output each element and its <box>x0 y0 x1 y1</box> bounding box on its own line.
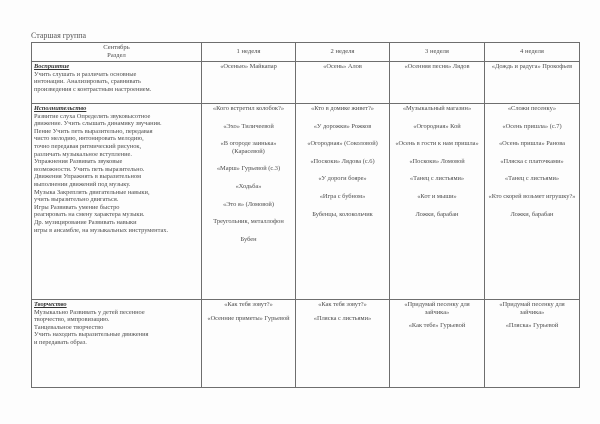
header-section-label: Раздел <box>107 52 126 59</box>
activity-item: Ложки, барабан <box>415 210 459 218</box>
activity-item: «Поскоки» Ломовой <box>409 157 465 165</box>
section-description-line: движение. Учить слышать динамику звучания. <box>34 120 162 128</box>
header-week-2: 2 неделя <box>296 43 390 62</box>
section-description-line: Танцевальное творчество <box>34 323 104 331</box>
week-2-cell <box>296 62 390 104</box>
activity-item: «Осенние приметы» Гурьевой <box>207 314 290 322</box>
week-3-cell <box>390 104 485 300</box>
week-2-cell <box>296 300 390 388</box>
activity-item: «Кто скорей возьмет игрушку?» <box>488 192 576 200</box>
activity-item: «Огородная» Кой <box>413 122 461 130</box>
activity-item: «Пляска с платочками» <box>500 157 564 165</box>
header-week-4: 4 неделя <box>485 43 580 62</box>
activity-item: «У дорожки» Рожков <box>313 122 372 130</box>
section-description-line: Пение Учить петь выразительно, передавая <box>34 127 153 135</box>
activity-item: «В огороде заинька» (Карасевой) <box>220 140 277 155</box>
section-description-line: чисто мелодию, интонировать мелодию, <box>34 135 144 143</box>
activity-item: «Эхо» Тиличеевой <box>223 122 274 130</box>
week-3-cell <box>390 300 485 388</box>
table-row <box>32 300 580 388</box>
section-description-line: творчество, импровизацию. <box>34 316 110 324</box>
section-description-line: Упражнения Развивать звуковые <box>34 158 123 166</box>
week-4-cell <box>485 300 580 388</box>
header-section <box>32 43 202 62</box>
section-cell <box>32 62 202 104</box>
week-1-cell <box>202 104 296 300</box>
section-description-line: Игры Развивать умение быстро <box>34 203 120 211</box>
activity-item: Ложки, барабан <box>510 210 554 218</box>
section-description-line: Музыка Закреплять двигательные навыки, <box>34 188 150 196</box>
section-description-line: возможности. Учить петь выразительно. <box>34 165 145 173</box>
section-description-line: реагировать на смену характера музыки. <box>34 211 145 219</box>
table-header-row <box>32 43 580 62</box>
activity-item: «Придумай песенку для зайчика» <box>499 301 565 316</box>
activity-item: Треугольник, металлофон <box>213 218 284 226</box>
table-row <box>32 104 580 300</box>
section-description-line: Учить находить выразительные движения <box>34 331 149 339</box>
activity-item: «Придумай песенку для зайчика» <box>404 301 470 316</box>
section-description-line: Музыкально Развивать у детей песенное <box>34 308 145 316</box>
section-description-line: Движения Упражнять в выразительном <box>34 173 142 181</box>
activity-item: «Кого встретил колобок?» <box>212 105 285 112</box>
lesson-plan-table <box>31 42 580 388</box>
activity-item: «Осенью» Майкапар <box>220 63 277 70</box>
activity-item: «Осень» Алов <box>323 63 362 70</box>
activity-item: «Кот и мыши» <box>417 192 457 200</box>
table-row <box>32 62 580 104</box>
activity-item: «Кто в домике живет?» <box>311 105 374 112</box>
header-week-1: 1 неделя <box>202 43 296 62</box>
section-description-line: различать музыкальное вступление. <box>34 150 132 158</box>
activity-item: «Осенняя песня» Лядов <box>404 63 470 70</box>
section-title: Творчество <box>34 301 67 308</box>
activity-item: Бубенцы, колокольчик <box>312 210 373 218</box>
section-description-line: Др. музицирование Развивать навыки <box>34 218 137 226</box>
week-2-cell <box>296 104 390 300</box>
week-4-cell <box>485 62 580 104</box>
week-3-cell <box>390 62 485 104</box>
activity-item: «Музыкальный магазин» <box>402 105 472 112</box>
section-description-line: Развитие слуха Определять звуковысотное <box>34 112 151 120</box>
activity-item: «Поскоки» Лядова (с.6) <box>310 157 375 165</box>
activity-item: «Пляска с листьями» <box>313 314 372 322</box>
section-description-line: и передавать образ. <box>34 338 87 346</box>
week-1-cell <box>202 62 296 104</box>
activity-item: «Танец с листьями» <box>504 175 560 183</box>
activity-item: «Осень в гости к нам пришла» <box>395 140 479 148</box>
section-description-line: учить выразительно двигаться. <box>34 196 119 204</box>
week-1-cell <box>202 300 296 388</box>
week-4-cell <box>485 104 580 300</box>
activity-item: «Осень пришла» (с.7) <box>502 122 562 130</box>
activity-item: «Огородная» (Соколовой) <box>307 140 378 148</box>
section-description-line: произведения с контрастным настроением. <box>34 85 152 93</box>
page-title: Старшая группа <box>31 31 87 40</box>
activity-item: Бубен <box>240 235 257 243</box>
activity-item: «Как тебе» Гурьевой <box>408 322 466 330</box>
activity-item: «У дороги бояре» <box>318 175 367 183</box>
activity-item: «Игра с бубном» <box>319 192 366 200</box>
section-cell <box>32 300 202 388</box>
activity-item: «Ходьба» <box>235 182 262 190</box>
section-description-line: интонации. Анализировать, сравнивать <box>34 78 141 86</box>
activity-item: «Как тебя зовут?» <box>224 301 273 308</box>
section-description-line: игры в ансамбле, на музыкальных инструментах. <box>34 226 169 234</box>
section-description-line: выполнении движений под музыку. <box>34 180 131 188</box>
section-title: Исполнительство <box>34 105 87 112</box>
activity-item: «Это я» (Ломовой) <box>223 200 274 208</box>
section-title: Восприятие <box>34 63 70 70</box>
activity-item: «Осень пришла» Ранова <box>498 140 566 148</box>
activity-item: «Пляска» Гурьевой <box>505 322 559 330</box>
section-description-line: Учить слушать и различать основные <box>34 70 137 78</box>
activity-item: «Дождь и радуга» Прокофьев <box>491 63 573 70</box>
header-week-3: 3 неделя <box>390 43 485 62</box>
section-description-line: точно передавая ритмический рисунок, <box>34 142 142 150</box>
header-month: Сентябрь <box>103 44 130 52</box>
activity-item: «Как тебя зовут?» <box>318 301 367 308</box>
activity-item: «Танец с листьями» <box>409 175 465 183</box>
activity-item: «Марш» Гурьевой (с.3) <box>216 165 281 173</box>
section-cell <box>32 104 202 300</box>
activity-item: «Сложи песенку» <box>507 105 557 112</box>
